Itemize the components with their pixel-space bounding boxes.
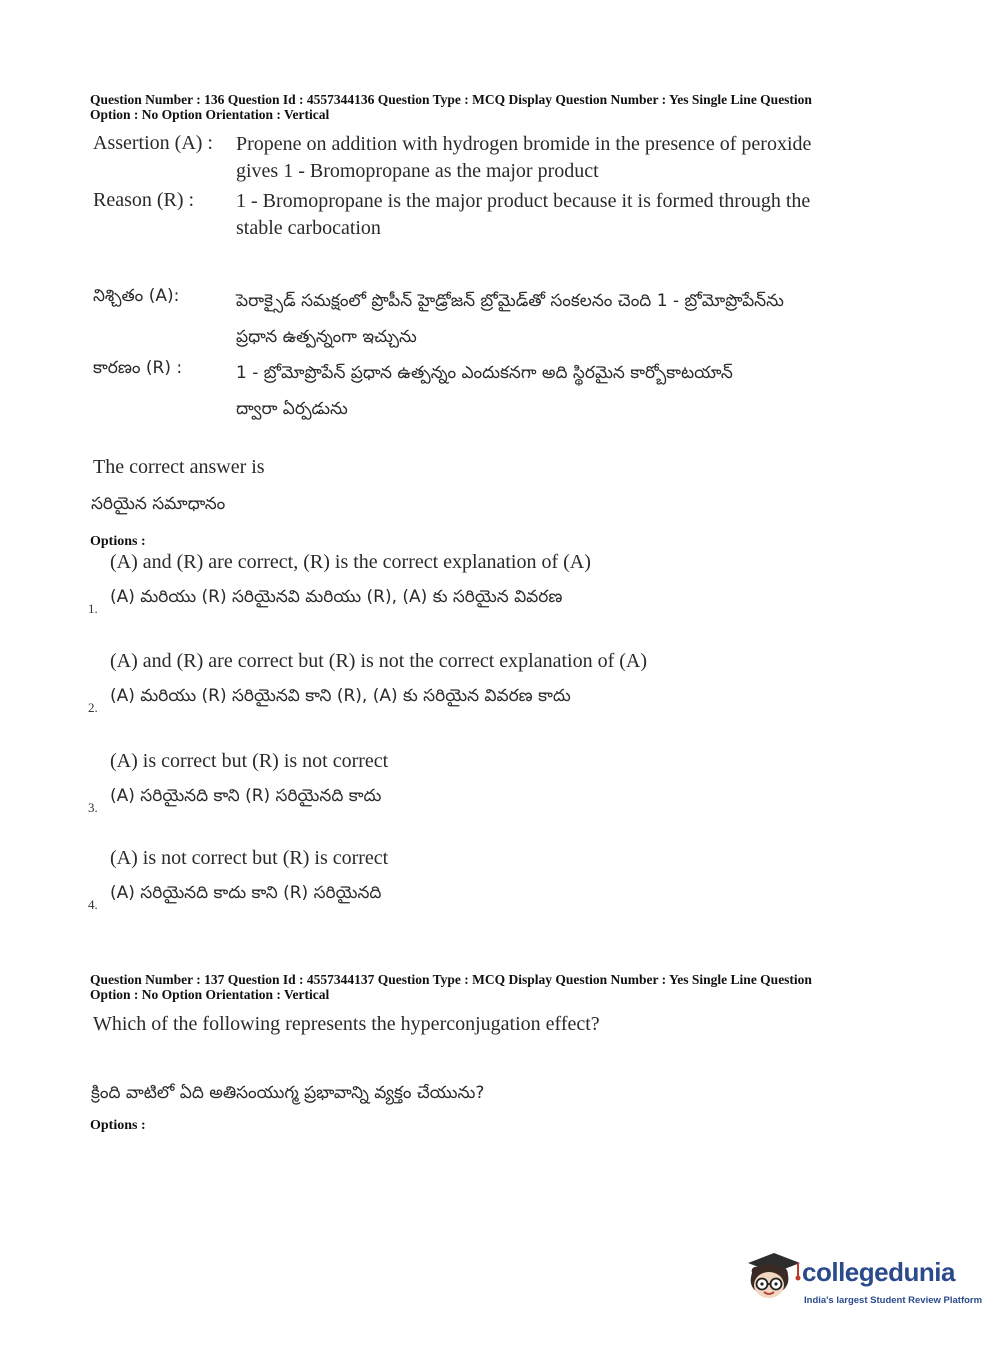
- option-4-number: 4.: [88, 897, 98, 912]
- option-3-en: (A) is correct but (R) is not correct: [110, 750, 389, 772]
- option-2-te: (A) మరియు (R) సరియైనవి కాని (R), (A) కు సరియైన వివరణ కాదు: [110, 686, 571, 706]
- logo-tagline: India's largest Student Review Platform: [804, 1295, 983, 1306]
- option-1-te: (A) మరియు (R) సరియైనవి మరియు (R), (A) కు సరియైన వివరణ: [110, 587, 563, 607]
- q136-options-label: Options :: [90, 534, 146, 549]
- q136-meta-line2: Option : No Option Orientation : Vertical: [90, 107, 330, 122]
- option-1-en: (A) and (R) are correct, (R) is the correct explanation of (A): [110, 551, 591, 573]
- q137-meta: [90, 972, 812, 1002]
- assertion-label: Assertion (A) :: [93, 132, 213, 154]
- option-3-number: 3.: [88, 800, 98, 815]
- assertion-line1: Propene on addition with hydrogen bromide in the presence of peroxide: [236, 133, 812, 155]
- te-assertion-text: [236, 283, 784, 355]
- option-4-en: (A) is not correct but (R) is correct: [110, 847, 389, 869]
- reason-text: [236, 188, 810, 242]
- reason-line1: 1 - Bromopropane is the major product because it is formed through the: [236, 190, 811, 212]
- option-3-te: (A) సరియైనది కాని (R) సరియైనది కాదు: [110, 786, 382, 806]
- q137-options-label: Options :: [90, 1118, 146, 1133]
- te-reason-label: కారణం (R) :: [93, 358, 183, 378]
- collegedunia-logo[interactable]: [742, 1247, 983, 1317]
- logo-wordmark: collegedunia: [802, 1257, 955, 1287]
- te-assertion-label: నిశ్చితం (A):: [93, 286, 180, 306]
- option-2-en: (A) and (R) are correct but (R) is not the correct explanation of (A): [110, 650, 648, 672]
- option-2-number: 2.: [88, 700, 98, 715]
- q137-te-question: క్రింది వాటిలో ఏది అతిసంయుగ్మ ప్రభావాన్ని వ్యక్తం చేయును?: [91, 1083, 485, 1103]
- assertion-text: [236, 131, 811, 185]
- q136-meta: [90, 92, 812, 122]
- te-reason-line2: ద్వారా ఏర్పడును: [236, 399, 348, 419]
- q137-meta-line1: Question Number : 137 Question Id : 4557344137 Question Type : MCQ Display Question Number : Yes Single Line Question: [90, 972, 812, 987]
- te-assertion-line1: పెరాక్సైడ్ సమక్షంలో ప్రొపీన్ హైడ్రోజన్ బ్రోమైడ్‌తో సంకలనం చెంది 1 - బ్రోమోప్రొపేన్‌ను: [236, 291, 784, 311]
- assertion-line2: gives 1 - Bromopropane as the major product: [236, 160, 599, 182]
- te-reason-text: [236, 355, 733, 427]
- reason-line2: stable carbocation: [236, 217, 381, 239]
- te-reason-line1: 1 - బ్రోమోప్రొపేన్ ప్రధాన ఉత్పన్నం ఎందుకనగా అది స్థిరమైన కార్బోకాటయాన్: [236, 363, 733, 383]
- q137-meta-line2: Option : No Option Orientation : Vertical: [90, 987, 330, 1002]
- te-assertion-line2: ప్రధాన ఉత్పన్నంగా ఇచ్చును: [236, 327, 417, 347]
- reason-label: Reason (R) :: [93, 189, 195, 211]
- q136-meta-line1: Question Number : 136 Question Id : 4557344136 Question Type : MCQ Display Question Number : Yes Single Line Question: [90, 92, 812, 107]
- te-correct-answer-prompt: సరియైన సమాధానం: [91, 494, 226, 514]
- option-4-te: (A) సరియైనది కాదు కాని (R) సరియైనది: [110, 883, 382, 903]
- option-1-number: 1.: [88, 601, 98, 616]
- mascot-icon: [742, 1247, 802, 1317]
- q137-question: Which of the following represents the hyperconjugation effect?: [93, 1013, 600, 1035]
- correct-answer-prompt: The correct answer is: [93, 456, 265, 478]
